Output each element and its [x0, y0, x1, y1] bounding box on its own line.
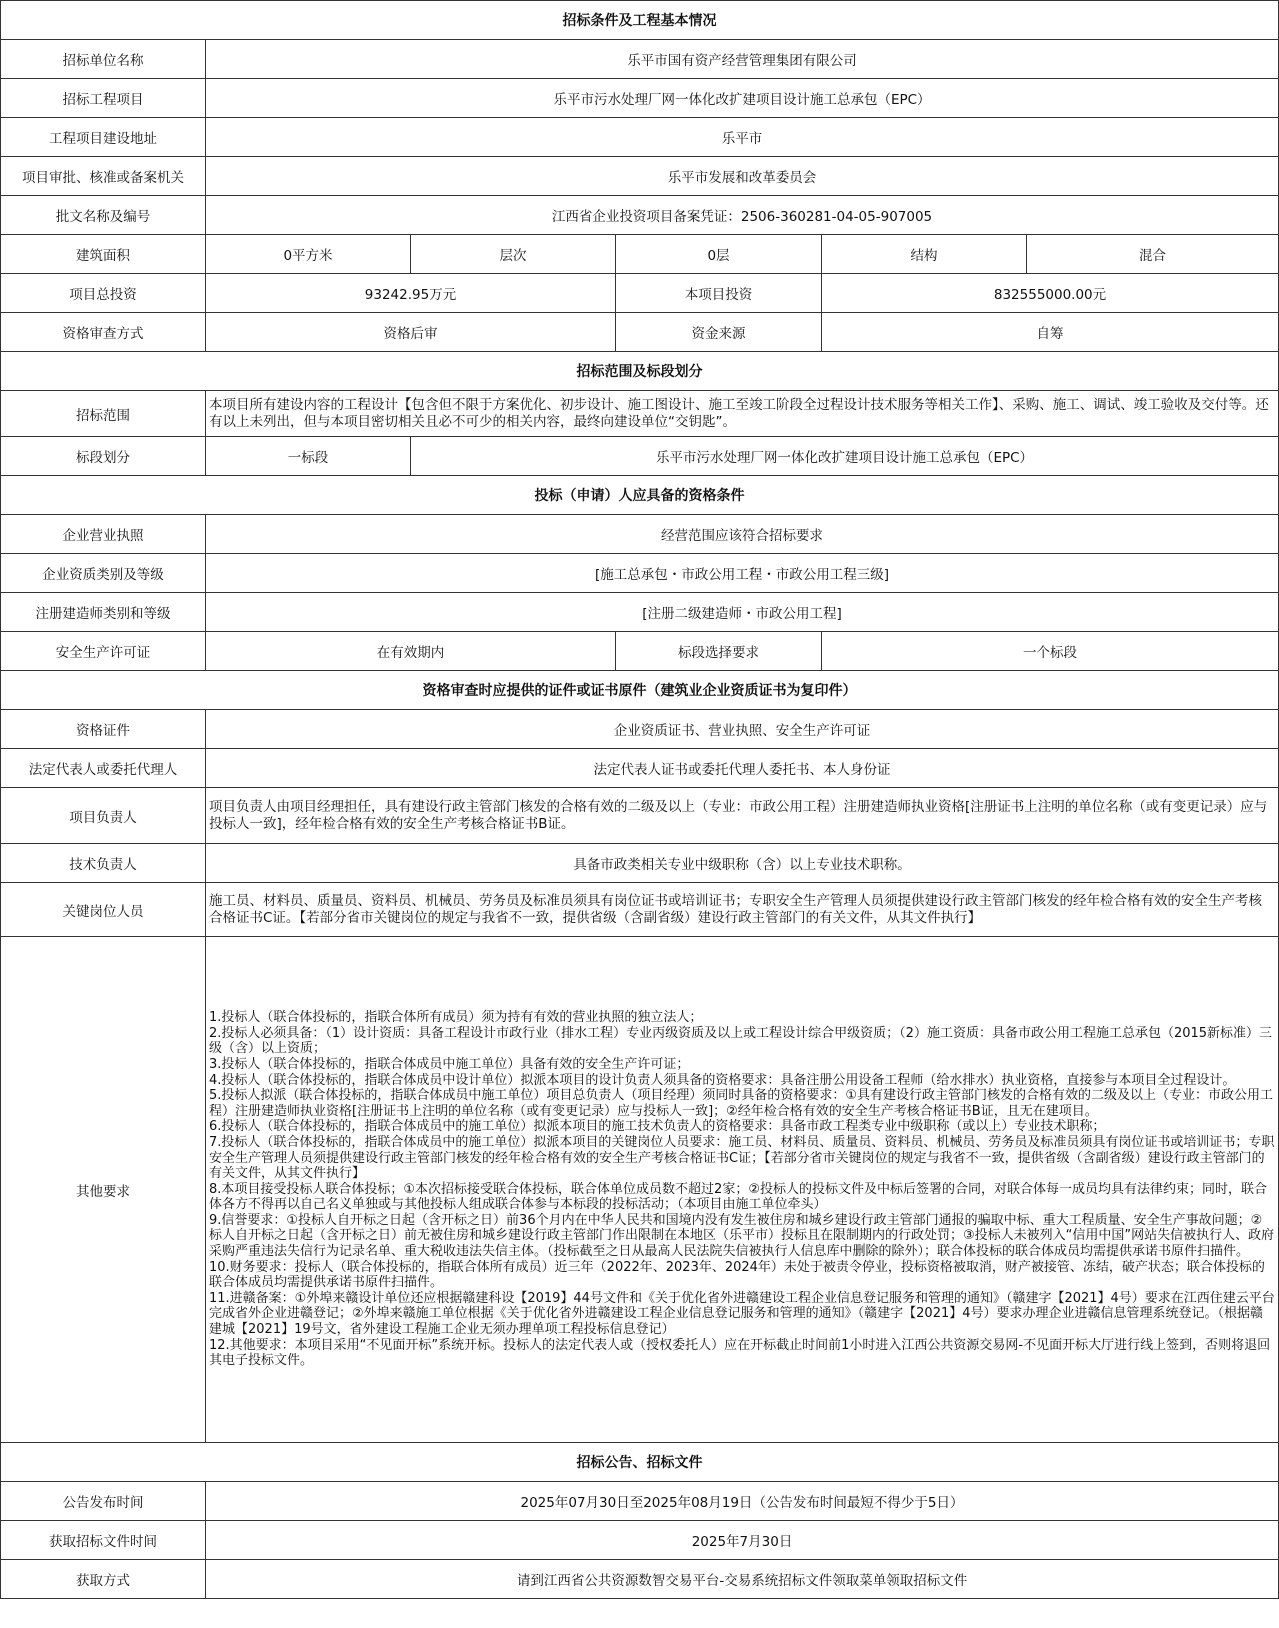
total-invest-value: 93242.95万元 [206, 274, 616, 313]
requirement-item: 4.投标人（联合体投标的，指联合体成员中设计单位）拟派本项目的设计负责人须具备的资格要求：具备注册公用设备工程师（给水排水）执业资格，直接参与本项目全过程设计。 [209, 1072, 1236, 1088]
requirement-item: 6.投标人（联合体投标的，指联合体成员中的施工单位）拟派本项目的施工技术负责人的资格要求：具备市政工程类专业中级职称（或以上）专业技术职称； [209, 1119, 1106, 1135]
floors-value: 0层 [616, 235, 822, 274]
cert-value: 企业资质证书、营业执照、安全生产许可证 [206, 710, 1279, 749]
project-label: 招标工程项目 [1, 79, 206, 118]
safety-license-label: 安全生产许可证 [1, 632, 206, 671]
section-choice-label: 标段选择要求 [616, 632, 822, 671]
section-name: 乐平市污水处理厂网一体化改扩建项目设计施工总承包（EPC） [411, 437, 1279, 476]
approval-doc-label: 批文名称及编号 [1, 196, 206, 235]
fund-value: 自筹 [822, 313, 1279, 352]
this-invest-label: 本项目投资 [616, 274, 822, 313]
safety-license-value: 在有效期内 [206, 632, 616, 671]
obtain-time-label: 获取招标文件时间 [1, 1521, 206, 1560]
requirement-item: 9.信誉要求：①投标人自开标之日起（含开标之日）前36个月内在中华人民共和国境内没有发生被住房和城乡建设行政主管部门通报的骗取中标、重大工程质量、安全生产事故问题；②标人自开标之日起（含开标之日）前无被住房和城乡建设行政主管部门作出限制在本地区（乐平市）投标且在限制期内的行政处罚；③投标人未被列入“信用中国”网站失信被执行人、政府采购严重违法失信行为记录名单、重大税收违法失信主体。（投标截至之日从最高人民法院失信被执行人信息库中删除的除外）；联合体投标的联合体成员均需提供承诺书原件扫描件。 [209, 1212, 1275, 1260]
section-title-basic: 招标条件及工程基本情况 [1, 1, 1279, 40]
rep-value: 法定代表人证书或委托代理人委托书、本人身份证 [206, 749, 1279, 788]
requirement-item: 5.投标人拟派（联合体投标的，指联合体成员中施工单位）项目总负责人（项目经理）须同时具备的资格要求：①具有建设行政主管部门核发的合格有效的二级及以上（专业：市政公用工程）注册建造师执业资格[注册证书上注明的单位名称（或有变更记录）应与投标人一致]；②经年检合格有效的安全生产考核合格证书B证，且无在建项目。 [209, 1088, 1274, 1119]
key-staff-value: 施工员、材料员、质量员、资料员、机械员、劳务员及标准员须具有岗位证书或培训证书；专职安全生产管理人员须提供建设行政主管部门核发的经年检合格有效的安全生产考核合格证书C证。【若部分省市关键岗位的规定与我省不一致，提供省级（含副省级）建设行政主管部门的有关文件，从其文件执行】 [206, 883, 1279, 937]
obtain-time-value: 2025年7月30日 [206, 1521, 1279, 1560]
license-value: 经营范围应该符合招标要求 [206, 515, 1279, 554]
pm-value: 项目负责人由项目经理担任，具有建设行政主管部门核发的合格有效的二级及以上（专业：市政公用工程）注册建造师执业资格[注册证书上注明的单位名称（或有变更记录）应与投标人一致]，经年检合格有效的安全生产考核合格证书B证。 [206, 788, 1279, 844]
builder-value: [注册二级建造师・市政公用工程] [206, 593, 1279, 632]
review-value: 资格后审 [206, 313, 616, 352]
address-value: 乐平市 [206, 118, 1279, 157]
section-title-notice: 招标公告、招标文件 [1, 1443, 1279, 1482]
key-staff-label: 关键岗位人员 [1, 883, 206, 937]
requirement-item: 2.投标人必须具备：（1）设计资质：具备工程设计市政行业（排水工程）专业丙级资质及以上或工程设计综合甲级资质；（2）施工资质：具备市政公用工程施工总承包（2015新标准）三级（含）以上资质； [209, 1025, 1273, 1057]
area-label: 建筑面积 [1, 235, 206, 274]
requirement-item: 12.其他要求：本项目采用“不见面开标”系统开标。投标人的法定代表人或（授权委托人）应在开标截止时间前1小时进入江西公共资源交易网-不见面开标大厅进行线上签到，否则将退回其电子投标文件。 [209, 1337, 1271, 1369]
approval-org-label: 项目审批、核准或备案机关 [1, 157, 206, 196]
tech-label: 技术负责人 [1, 844, 206, 883]
address-label: 工程项目建设地址 [1, 118, 206, 157]
pm-label: 项目负责人 [1, 788, 206, 844]
scope-value: 本项目所有建设内容的工程设计【包含但不限于方案优化、初步设计、施工图设计、施工至竣工阶段全过程设计技术服务等相关工作】、采购、施工、调试、竣工验收及交付等。还有以上未列出，但与本项目密切相关且必不可少的相关内容，最终向建设单位“交钥匙”。 [206, 391, 1279, 437]
requirement-item: 10.财务要求：投标人（联合体投标的，指联合体所有成员）近三年（2022年、2023年、2024年）未处于被责令停业，投标资格被取消，财产被接管、冻结，破产状态；联合体投标的联合体成员均需提供承诺书原件扫描件。 [209, 1259, 1265, 1291]
this-invest-value: 832555000.00元 [822, 274, 1279, 313]
other-requirements [206, 937, 1279, 1443]
structure-value: 混合 [1027, 235, 1279, 274]
section-title-documents: 资格审查时应提供的证件或证书原件（建筑业企业资质证书为复印件） [1, 671, 1279, 710]
tech-value: 具备市政类相关专业中级职称（含）以上专业技术职称。 [206, 844, 1279, 883]
unit-value: 乐平市国有资产经营管理集团有限公司 [206, 40, 1279, 79]
section-title-qualification: 投标（申请）人应具备的资格条件 [1, 476, 1279, 515]
project-value: 乐平市污水处理厂网一体化改扩建项目设计施工总承包（EPC） [206, 79, 1279, 118]
unit-label: 招标单位名称 [1, 40, 206, 79]
requirement-item: 11.进赣备案：①外埠来赣设计单位还应根据赣建科设【2019】44号文件和《关于优化省外进赣建设工程企业信息登记服务和管理的通知》（赣建字【2021】4号）要求在江西住建云平台完成省外企业进赣登记；②外埠来赣施工单位根据《关于优化省外进赣建设工程企业信息登记服务和管理的通知》（赣建字【2021】4号）要求办理企业进赣信息管理系统登记。（根据赣建城【2021】19号文，省外建设工程施工企业无须办理单项工程投标信息登记） [209, 1290, 1275, 1338]
fund-label: 资金来源 [616, 313, 822, 352]
area-value: 0平方米 [206, 235, 411, 274]
other-label: 其他要求 [1, 937, 206, 1443]
section-division-label: 标段划分 [1, 437, 206, 476]
grade-label: 企业资质类别及等级 [1, 554, 206, 593]
requirement-item: 1.投标人（联合体投标的，指联合体所有成员）须为持有有效的营业执照的独立法人； [209, 1010, 703, 1026]
scope-label: 招标范围 [1, 391, 206, 437]
publish-time-value: 2025年07月30日至2025年08月19日（公告发布时间最短不得少于5日） [206, 1482, 1279, 1521]
builder-label: 注册建造师类别和等级 [1, 593, 206, 632]
requirement-item: 8.本项目接受投标人联合体投标；①本次招标接受联合体投标，联合体单位成员数不超过2家；②投标人的投标文件及中标后签署的合同，对联合体每一成员均具有法律约束；同时，联合体各方不得再以自己名义单独或与其他投标人组成联合体参与本标段的投标活动；（本项目由施工单位牵头） [209, 1181, 1267, 1213]
requirement-item: 3.投标人（联合体投标的，指联合体成员中施工单位）具备有效的安全生产许可证； [209, 1056, 690, 1072]
requirement-item: 7.投标人（联合体投标的，指联合体成员中的施工单位）拟派本项目的关键岗位人员要求：施工员、材料员、质量员、资料员、机械员、劳务员及标准员须具有岗位证书或培训证书；专职安全生产管理人员须提供建设行政主管部门核发的经年检合格有效的安全生产考核合格证书C证；【若部分省市关键岗位的规定与我省不一致，提供省级（含副省级）建设行政主管部门的有关文件，从其文件执行】 [209, 1134, 1275, 1182]
section-choice-value: 一个标段 [822, 632, 1279, 671]
grade-value: [施工总承包・市政公用工程・市政公用工程三级] [206, 554, 1279, 593]
obtain-way-value: 请到江西省公共资源数智交易平台-交易系统招标文件领取菜单领取招标文件 [206, 1560, 1279, 1599]
floors-label: 层次 [411, 235, 616, 274]
review-label: 资格审查方式 [1, 313, 206, 352]
structure-label: 结构 [822, 235, 1027, 274]
rep-label: 法定代表人或委托代理人 [1, 749, 206, 788]
section-number: 一标段 [206, 437, 411, 476]
obtain-way-label: 获取方式 [1, 1560, 206, 1599]
section-title-scope: 招标范围及标段划分 [1, 352, 1279, 391]
approval-doc-value: 江西省企业投资项目备案凭证：2506-360281-04-05-907005 [206, 196, 1279, 235]
publish-time-label: 公告发布时间 [1, 1482, 206, 1521]
cert-label: 资格证件 [1, 710, 206, 749]
license-label: 企业营业执照 [1, 515, 206, 554]
total-invest-label: 项目总投资 [1, 274, 206, 313]
approval-org-value: 乐平市发展和改革委员会 [206, 157, 1279, 196]
